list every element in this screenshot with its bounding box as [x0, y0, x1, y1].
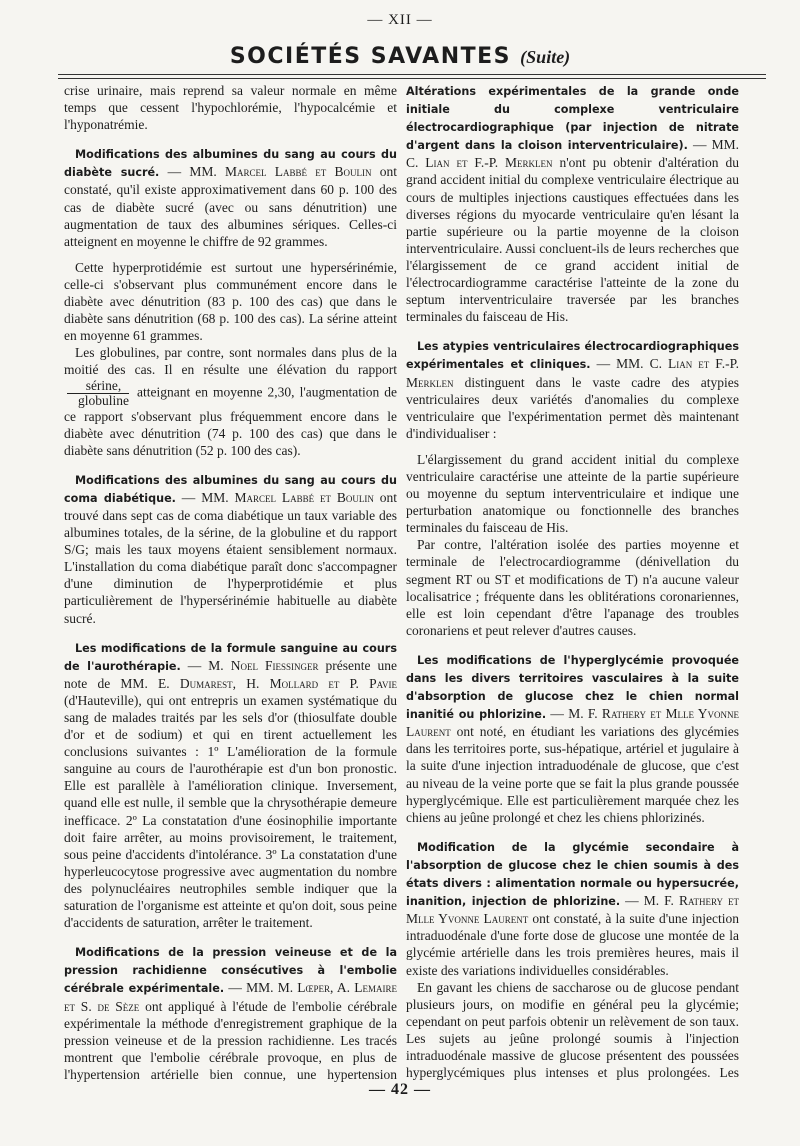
page-title	[0, 44, 800, 69]
author-dash: — MM.	[175, 489, 235, 505]
author-names: Marcel Labbé et Boulin	[234, 489, 374, 505]
fraction-denominator: globuline	[78, 392, 129, 408]
paragraph: Cette hyperprotidémie est surtout une hypersérinémie, celle-ci s'observant plus communément encore dans le diabète avec dénutrition (83 p. 100 des cas) que dans le diabète sans dénutrition (68 p. 100 des cas). La sérine atteint en moyenne 61 grammes.	[64, 259, 397, 344]
section-atypies	[406, 337, 739, 442]
title-rule-bottom	[58, 78, 766, 79]
paragraph: crise urinaire, mais reprend sa valeur normale en même temps que cessent l'hypochlorémie, l'hypocalcémie et l'hyponatrémie.	[64, 83, 397, 133]
section-coma-diabetique	[64, 471, 397, 627]
author-names: F. Rathery et Mlle Yvonne Laurent	[406, 893, 739, 927]
section-title: Modifications des albumines du sang au cours du diabète sucré.	[64, 148, 397, 180]
section-pression-veineuse	[64, 943, 397, 1082]
paragraph: Par contre, l'altération isolée des parties moyenne et terminale de l'electrocardiogramme (dénivellation du segment RT ou ST et modifications de T) n'a aucune valeur localisatrice ; fréquente dans les oblitérations coronariennes, elle est loin cependant d'être l'apanage des troubles coronariens et peut relever d'autres causes.	[406, 537, 739, 638]
page-number: — 42 —	[369, 1081, 431, 1098]
author-names: F. Rathery et Mlle Yvonne Laurent	[406, 706, 739, 740]
section-title: Modification de la glycémie secondaire à l'absorption de glucose chez le chien soumis à des états divers : alimentation normale ou hypersucrée, inanition, injection de phlorizine.	[406, 840, 739, 909]
fraction-numerator: sérine,	[67, 379, 129, 394]
author-dash: — MM.	[159, 164, 225, 180]
section-text: ont constaté, à la suite d'une injection intraduodénale d'une forte dose de glucose une montée de la glycémie artérielle dans les trois premières heures, mais il existe des variations individuelles considérables.	[406, 911, 739, 978]
section-text: (d'Hauteville), qui ont entrepris un examen systématique du sang de malades traités par les sels d'or (thiosulfate double d'or et de sodium) et qui en tirent actuellement les conclusions suivantes : 1º L'amélioration de la formule sanguine au cours de l'aurothérapie est d'un bon pronostic. Elle est parallèle à l'amélioration clinique. Inversement, quand elle est nulle, il semble que la chrysothérapie demeure inefficace. 2º La constatation d'une éosinophilie importante doit faire arrêter, au moins provisoirement, le traitement, sous peine d'accidents d'intolérance. 3º La constatation d'une hyperleucocytose progressive avec augmentation du nombre des polynucléaires neutrophiles semble indiquer que la saturation de l'organisme est atteinte et qu'on doit, sous peine d'accidents de saturation, arrêter le traitement.	[64, 692, 397, 931]
author-names: C. Lian et F.-P. Merklen	[406, 356, 739, 390]
ratio-fraction	[67, 379, 129, 408]
author-names: Marcel Labbé et Boulin	[224, 164, 372, 180]
author-dash: — M.	[180, 657, 231, 673]
author-dash: — MM.	[687, 137, 739, 153]
section-text: ont constaté, qu'il existe approximativement dans 60 p. 100 des cas de diabète sucré (avec ou sans dénutrition) une augmentation de taux des albumines sériques. Celles-ci atteignent en moyenne le chiffre de 92 grammes.	[64, 164, 397, 249]
section-title: Les modifications de l'hyperglycémie provoquée dans les divers territoires vasculaires à la suite d'absorption de glucose chez le chien normal inanitié ou phlorizine.	[406, 653, 739, 722]
author-dash: — M.	[620, 893, 665, 909]
section-text: ont trouvé dans sept cas de coma diabétique un taux variable des albumines totales, de la sérine, de la globuline et du rapport S/G; mais les taux moyens étaient sensiblement normaux. L'installation du coma diabétique paraît donc s'accompagner d'une diminution de l'hyperprotidémie et plus particulièrement de l'hypersérinémie habituelle au diabète sucré.	[64, 489, 397, 626]
author-names: C. Lian et F.-P. Merklen	[406, 155, 553, 171]
right-column	[406, 82, 739, 1082]
ratio-text: atteignant en moyenne 2,30, l'augmentation de ce rapport s'observant plus fréquemment encore dans le diabète avec dénutrition (74 p. 100 des cas) que dans le diabète sans dénutrition (52 p. 100 des cas).	[64, 384, 397, 458]
section-text: n'ont pu obtenir d'altération du grand accident initial du complexe ventriculaire électrique au cours de multiples injections caustiques effectuées dans les diverses régions du myocarde ventriculaire qu'en lésant la partie supérieure ou la partie moyenne de la cloison interventriculaire. Aussi concluent-ils de leurs recherches que l'élargissement de ce grand accident initial de l'électrocardiogramme caractérise l'atteinte de la zone du septum interventriculaire traversée par les branches terminales du faisceau de His.	[406, 155, 739, 325]
section-title: Les modifications de la formule sanguine au cours de l'aurothérapie.	[64, 641, 397, 673]
section-title: Altérations expérimentales de la grande onde initiale du complexe ventriculaire électrocardiographique (par injection de nitrate d'argent dans la cloison interventriculaire).	[406, 85, 739, 153]
author-dash: — MM.	[224, 980, 278, 996]
left-column	[64, 82, 397, 1082]
author-dash: — MM.	[590, 356, 650, 372]
author-names: M. Lœper, A. Lemaire et S. de Sèze	[64, 980, 397, 1014]
section-albumines-diabete	[64, 145, 397, 250]
section-text: ont appliqué à l'étude de l'embolie cérébrale expérimentale la méthode d'enregistrement graphique de la pression veineuse et de la pression rachidienne. Les tracés montrent que l'embolie cérébrale provoque, en plus de l'hypertension artérielle bien connue, une hypertension	[64, 998, 397, 1082]
paragraph: L'élargissement du grand accident initial du complexe ventriculaire caractérise une atteinte de la partie supérieure ou moyenne du septum interventriculaire et indique une perturbation anatomique ou fonctionnelle des branches terminales du faisceau de His.	[406, 451, 739, 536]
section-hyperglycemie	[406, 651, 739, 826]
title-main: SOCIÉTÉS SAVANTES	[229, 44, 511, 69]
paragraph-ratio	[64, 344, 397, 458]
section-text: distinguent dans le vaste cadre des atypies ventriculaires deux variétés d'anomalies du complexe ventriculaire que l'expérimentation permet dès maintenant d'individualiser :	[406, 374, 739, 441]
section-aurotherapie	[64, 639, 397, 932]
section-title: Les atypies ventriculaires électrocardiographiques expérimentales et cliniques.	[406, 340, 739, 372]
title-rule-top	[58, 74, 766, 75]
section-glycemie-secondaire	[406, 838, 739, 979]
author-dash: — M.	[546, 706, 588, 722]
section-onde-initiale	[406, 82, 739, 325]
section-text: ont noté, en étudiant les variations des glycémies dans les territoires porte, sus-hépatique, artériel et jugulaire à la suite d'une injection intraduodénale de glucose, que c'est au niveau de la veine porte que se fait la plus grande poussée hyperglycémique. Elle est particulièrement marquée chez les chiens au jeûne prolongé et chez les chiens phlorizinés.	[406, 724, 739, 825]
paragraph: En gavant les chiens de saccharose ou de glucose pendant plusieurs jours, on modifie en général peu la glycémie; cependant on peut parfois obtenir un relèvement de son taux. Les sujets au jeûne prolongé soumis à l'injection intraduodénale massive de glucose présentent des poussées hyperglycémiques plus intenses et plus prolongées. Les	[406, 979, 739, 1081]
author-names: Noel Fiessinger	[230, 657, 319, 673]
author-names: E. Dumarest, H. Mollard et P. Pavie	[158, 675, 397, 691]
section-text: présente une note de MM.	[64, 657, 397, 691]
section-title: Modifications de la pression veineuse et de la pression rachidienne consécutives à l'embolie cérébrale expérimentale.	[64, 946, 397, 996]
section-title: Modifications des albumines du sang au cours du coma diabétique.	[64, 473, 397, 505]
title-suffix: (Suite)	[520, 47, 571, 67]
roman-page-number: — XII —	[367, 12, 433, 28]
ratio-intro: Les globulines, par contre, sont normales dans plus de la moitié des cas. Il en résulte une élévation du rapport	[64, 345, 397, 378]
